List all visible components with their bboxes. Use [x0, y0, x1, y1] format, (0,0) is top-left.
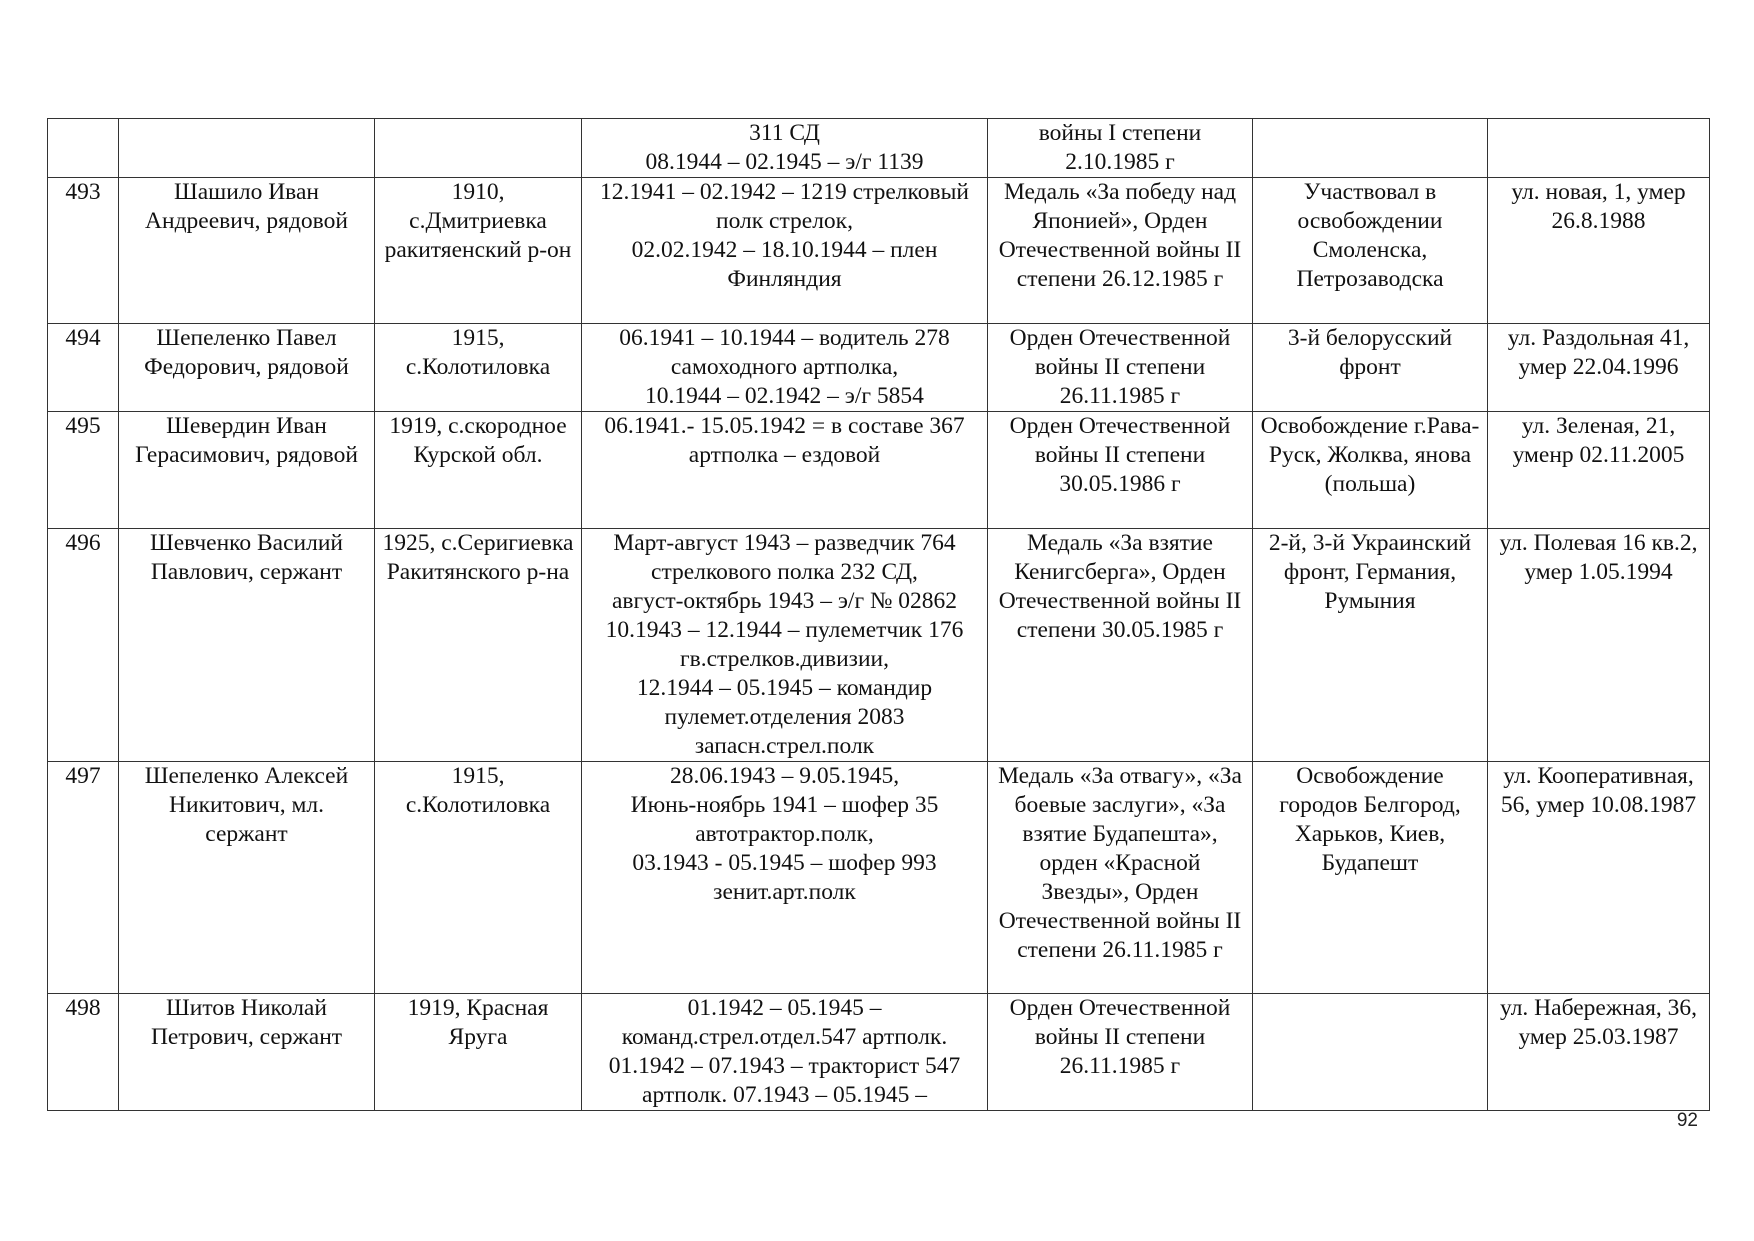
cell-address: ул. Набережная, 36, умер 25.03.1987: [1488, 994, 1710, 1111]
table-row: [48, 119, 1710, 178]
cell-awards: войны I степени 2.10.1985 г: [988, 119, 1253, 178]
cell-awards: Медаль «За взятие Кенигсберга», Орден Отечественной войны II степени 30.05.1985 г: [988, 529, 1253, 762]
cell-battles: 3-й белорусский фронт: [1253, 324, 1488, 412]
table-row: [48, 529, 1710, 762]
cell-birth: [375, 119, 582, 178]
cell-awards: Медаль «За победу над Японией», Орден Отечественной войны II степени 26.12.1985 г: [988, 178, 1253, 324]
cell-address: ул. Зеленая, 21, уменр 02.11.2005: [1488, 412, 1710, 529]
cell-service: 311 СД 08.1944 – 02.1945 – э/г 1139: [582, 119, 988, 178]
cell-birth: 1910, с.Дмитриевка ракитяенский р-он: [375, 178, 582, 324]
cell-birth: 1919, Красная Яруга: [375, 994, 582, 1111]
cell-number: 498: [48, 994, 119, 1111]
cell-name: Шашило Иван Андреевич, рядовой: [119, 178, 375, 324]
cell-name: Шевченко Василий Павлович, сержант: [119, 529, 375, 762]
cell-birth: 1915, с.Колотиловка: [375, 324, 582, 412]
cell-name: Шитов Николай Петрович, сержант: [119, 994, 375, 1111]
cell-birth: 1925, с.Серигиевка Ракитянского р-на: [375, 529, 582, 762]
cell-battles: Освобождение городов Белгород, Харьков, Киев, Будапешт: [1253, 762, 1488, 994]
cell-number: 496: [48, 529, 119, 762]
cell-birth: 1915, с.Колотиловка: [375, 762, 582, 994]
cell-battles: Участвовал в освобождении Смоленска, Петрозаводска: [1253, 178, 1488, 324]
cell-address: ул. новая, 1, умер 26.8.1988: [1488, 178, 1710, 324]
cell-service: 28.06.1943 – 9.05.1945, Июнь-ноябрь 1941 – шофер 35 автотрактор.полк, 03.1943 - 05.1945 – шофер 993 зенит.арт.полк: [582, 762, 988, 994]
cell-service: 06.1941.- 15.05.1942 = в составе 367 артполка – ездовой: [582, 412, 988, 529]
cell-name: Шепеленко Павел Федорович, рядовой: [119, 324, 375, 412]
cell-battles: [1253, 119, 1488, 178]
veterans-table: [47, 118, 1710, 1111]
cell-number: 495: [48, 412, 119, 529]
cell-name: Шевердин Иван Герасимович, рядовой: [119, 412, 375, 529]
cell-birth: 1919, с.скородное Курской обл.: [375, 412, 582, 529]
table-row: [48, 762, 1710, 994]
table-row: [48, 178, 1710, 324]
cell-awards: Орден Отечественной войны II степени 30.05.1986 г: [988, 412, 1253, 529]
cell-service: 12.1941 – 02.1942 – 1219 стрелковый полк стрелок, 02.02.1942 – 18.10.1944 – плен Финляндия: [582, 178, 988, 324]
cell-number: 497: [48, 762, 119, 994]
cell-service: 01.1942 – 05.1945 – команд.стрел.отдел.547 артполк. 01.1942 – 07.1943 – тракторист 547 артполк. 07.1943 – 05.1945 –: [582, 994, 988, 1111]
cell-number: 494: [48, 324, 119, 412]
cell-awards: Медаль «За отвагу», «За боевые заслуги», «За взятие Будапешта», орден «Красной Звезды», Орден Отечественной войны II степени 26.11.1985 г: [988, 762, 1253, 994]
table-row: [48, 994, 1710, 1111]
cell-awards: Орден Отечественной войны II степени 26.11.1985 г: [988, 994, 1253, 1111]
cell-number: 493: [48, 178, 119, 324]
table-row: [48, 324, 1710, 412]
cell-battles: 2-й, 3-й Украинский фронт, Германия, Румыния: [1253, 529, 1488, 762]
cell-service: Март-август 1943 – разведчик 764 стрелкового полка 232 СД, август-октябрь 1943 – э/г № 02862 10.1943 – 12.1944 – пулеметчик 176 гв.стрелков.дивизии, 12.1944 – 05.1945 – командир пулемет.отделения 2083 запасн.стрел.полк: [582, 529, 988, 762]
cell-service: 06.1941 – 10.1944 – водитель 278 самоходного артполка, 10.1944 – 02.1942 – э/г 5854: [582, 324, 988, 412]
cell-address: ул. Раздольная 41, умер 22.04.1996: [1488, 324, 1710, 412]
page-number: 92: [1676, 1110, 1698, 1131]
cell-address: ул. Кооперативная, 56, умер 10.08.1987: [1488, 762, 1710, 994]
cell-awards: Орден Отечественной войны II степени 26.11.1985 г: [988, 324, 1253, 412]
cell-name: [119, 119, 375, 178]
cell-name: Шепеленко Алексей Никитович, мл. сержант: [119, 762, 375, 994]
cell-battles: [1253, 994, 1488, 1111]
table-row: [48, 412, 1710, 529]
cell-battles: Освобождение г.Рава-Руск, Жолква, янова (польша): [1253, 412, 1488, 529]
cell-address: [1488, 119, 1710, 178]
cell-address: ул. Полевая 16 кв.2, умер 1.05.1994: [1488, 529, 1710, 762]
cell-number: [48, 119, 119, 178]
